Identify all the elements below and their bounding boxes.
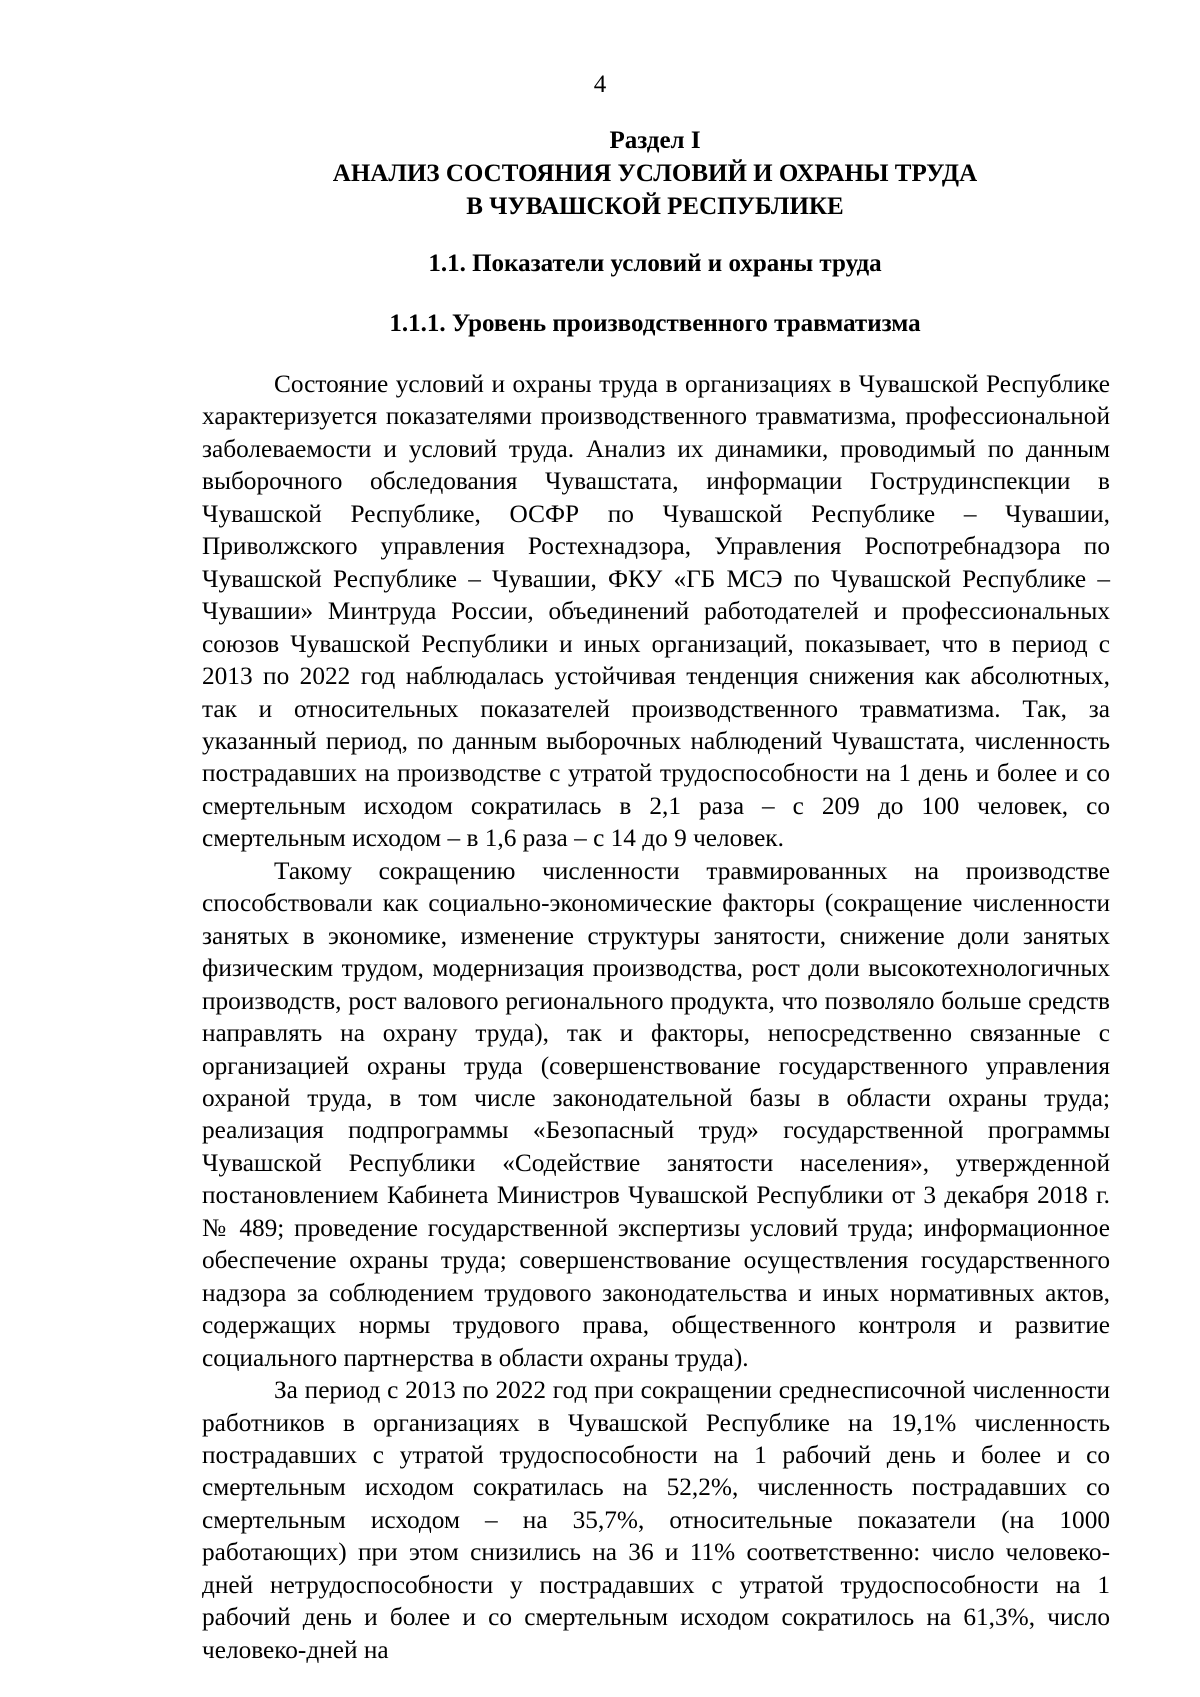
- section-label: Раздел I: [609, 127, 701, 154]
- paragraph: Такому сокращению численности травмированных на производстве способствовали как социально-экономические факторы (сокращение численности занятых в экономике, изменение структуры занятости, снижение доли занятых физическим трудом, модернизация производства, рост доли высокотехнологичных производств, рост валового регионального продукта, что позволяло больше средств направлять на охрану труда), так и факторы, непосредственно связанные с организацией охраны труда (совершенствование государственного управления охраной труда, в том числе законодательной базы в области охраны труда; реализация подпрограммы «Безопасный труд» государственной программы Чувашской Республики «Содействие занятости населения», утвержденной постановлением Кабинета Министров Чувашской Республики от 3 декабря 2018 г. № 489; проведение государственной экспертизы условий труда; информационное обеспечение охраны труда; совершенствование осуществления государственного надзора за соблюдением трудового законодательства и иных нормативных актов, содержащих нормы трудового права, общественного контроля и развитие социального партнерства в области охраны труда).: [202, 856, 1110, 1372]
- page-number: 4: [593, 71, 607, 98]
- subsection-heading-1-1: 1.1. Показатели условий и охраны труда: [428, 250, 882, 277]
- subsection-heading-1-1-1: 1.1.1. Уровень производственного травматизма: [389, 310, 921, 337]
- paragraph: Состояние условий и охраны труда в организациях в Чувашской Республике характеризуется показателями производственного травматизма, профессиональной заболеваемости и условий труда. Анализ их динамики, проводимый по данным выборочного обследования Чувашстата, информации Гострудинспекции в Чувашской Республике, ОСФР по Чувашской Республике – Чувашии, Приволжского управления Ростехнадзора, Управления Роспотребнадзора по Чувашской Республике – Чувашии, ФКУ «ГБ МСЭ по Чувашской Республике – Чувашии» Минтруда России, объединений работодателей и профессиональных союзов Чувашской Республики и иных организаций, показывает, что в период с 2013 по 2022 год наблюдалась устойчивая тенденция снижения как абсолютных, так и относительных показателей производственного травматизма. Так, за указанный период, по данным выборочных наблюдений Чувашстата, численность пострадавших на производстве с утратой трудоспособности на 1 день и более и со смертельным исходом сократилась в 2,1 раза – с 209 до 100 человек, со смертельным исходом – в 1,6 раза – с 14 до 9 человек.: [202, 370, 1110, 853]
- section-title-line2: В ЧУВАШСКОЙ РЕСПУБЛИКЕ: [466, 193, 844, 220]
- body-text: [202, 368, 1110, 1666]
- section-title-line1: АНАЛИЗ СОСТОЯНИЯ УСЛОВИЙ И ОХРАНЫ ТРУДА: [332, 160, 978, 187]
- paragraph: За период с 2013 по 2022 год при сокращении среднесписочной численности работников в организациях в Чувашской Республике на 19,1% численность пострадавших с утратой трудоспособности на 1 рабочий день и более и со смертельным исходом сократилась на 52,2%, численность пострадавших со смертельным исходом – на 35,7%, относительные показатели (на 1000 работающих) при этом снизились на 36 и 11% соответственно: число человеко-дней нетрудоспособности у пострадавших с утратой трудоспособности на 1 рабочий день и более и со смертельным исходом сократилось на 61,3%, число человеко-дней на: [202, 1376, 1110, 1664]
- section-heading: [200, 124, 1110, 223]
